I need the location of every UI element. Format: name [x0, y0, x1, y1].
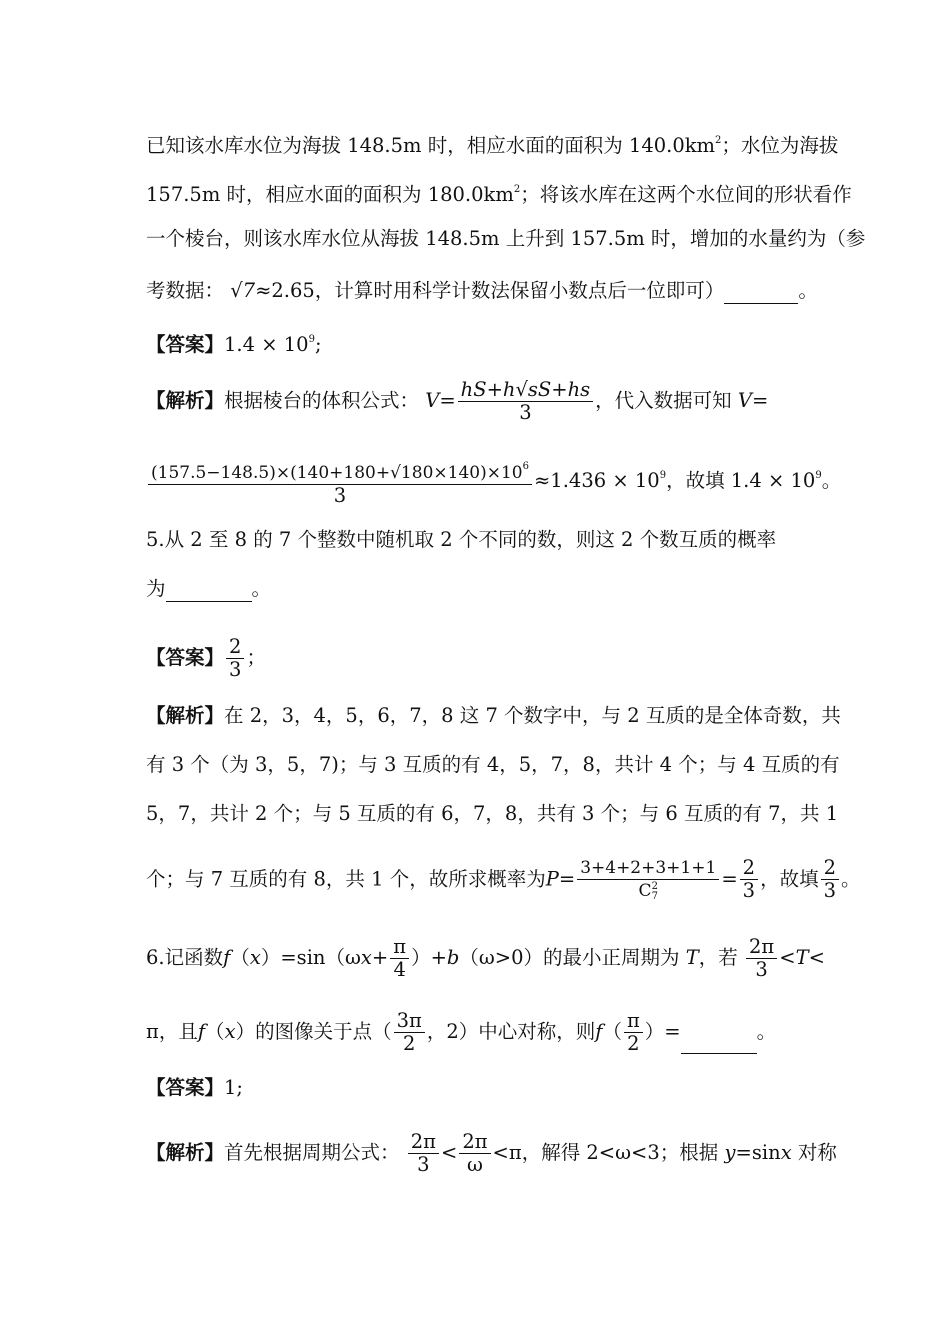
exponent: 6: [522, 461, 529, 472]
text: <: [779, 946, 796, 969]
numerator: 2π: [408, 1132, 439, 1154]
function-f: f: [223, 946, 231, 969]
exponent: 9: [815, 470, 822, 481]
numerator: 3π: [394, 1011, 425, 1033]
result-fraction: [740, 858, 758, 901]
text: ≈2.65，计算时用科学计数法保留小数点后一位即可）: [255, 279, 725, 302]
q6-analysis-1: [146, 1132, 837, 1175]
q4-line-1: [146, 128, 838, 159]
three-pi-over-two: [394, 1011, 425, 1054]
variable-v: V=: [425, 389, 456, 412]
text: <: [808, 946, 825, 969]
superscript: 2: [513, 184, 521, 195]
answer-fraction: [226, 637, 244, 680]
text: 首先根据周期公式：: [224, 1141, 400, 1164]
denominator: 3: [417, 1153, 430, 1176]
variable-v: V=: [737, 389, 769, 412]
pi-over-four: [390, 937, 409, 980]
text: ；: [246, 646, 266, 669]
text: ，若: [698, 946, 738, 969]
function-f: f: [197, 1020, 206, 1043]
text: ，代入数据可知: [595, 389, 732, 412]
answer-blank: [681, 1031, 757, 1054]
subscript: 7: [651, 890, 658, 902]
answer-label: 【答案】: [146, 646, 225, 669]
numerator: 2: [740, 858, 758, 880]
text: 。: [756, 1020, 777, 1043]
variable-t: T: [795, 946, 809, 969]
calc-denominator: 3: [333, 484, 347, 507]
variable-b: b: [446, 946, 460, 969]
two-pi-over-omega: [459, 1132, 490, 1175]
two-pi-over-three: [746, 937, 777, 980]
function-f: f: [595, 1020, 603, 1043]
text: 个；与 7 互质的有 8，共 1 个，故所求概率为: [146, 867, 546, 891]
text: ）=sin（ω: [260, 946, 361, 969]
two-pi-over-three: [408, 1132, 439, 1175]
denominator: 2: [402, 1032, 416, 1055]
text: ；水位为海拔: [721, 134, 839, 157]
text: 已知该水库水位为海拔 148.5m 时，相应水面的面积为 140.0km: [146, 134, 716, 157]
denominator: 3: [755, 958, 768, 981]
calc-result: ≈1.436 × 10: [533, 469, 660, 492]
text: 对称: [797, 1141, 837, 1164]
text: =sin: [735, 1141, 781, 1164]
q4-line-2: [146, 177, 852, 208]
text: 根据棱台的体积公式：: [224, 389, 420, 412]
text: 一个棱台，则该水库水位从海拔 148.5m 上升到 157.5m 时，增加的水量约为（参: [146, 227, 866, 250]
q4-answer: [146, 327, 322, 358]
denominator: 2: [627, 1032, 640, 1055]
numerator: π: [390, 937, 409, 959]
text: （: [205, 1020, 225, 1043]
text: （: [230, 946, 250, 969]
question-text: 5.从 2 至 8 的 7 个整数中随机取 2 个不同的数，则这 2 个数互质的概率: [146, 528, 777, 551]
q5-analysis-3: [146, 801, 838, 827]
text: ，故填 1.4 × 10: [666, 469, 816, 492]
text: 6.记函数: [146, 946, 224, 969]
q5-analysis-1: [146, 703, 841, 729]
denominator: ω: [466, 1153, 483, 1176]
text: 在 2，3，4，5，6，7，8 这 7 个数字中，与 2 互质的是全体奇数，共: [224, 704, 841, 727]
text: 为: [146, 577, 166, 600]
text: ，故填: [760, 867, 819, 891]
variable-x: x: [249, 946, 261, 969]
text: =: [721, 867, 738, 891]
numerator: 2: [821, 858, 839, 880]
text: ）+: [411, 946, 447, 969]
denominator: 3: [229, 658, 242, 681]
volume-calculation: [148, 457, 532, 506]
superscript: 2: [715, 135, 722, 146]
q5-analysis-4: [146, 858, 861, 902]
variable-x: x: [224, 1020, 236, 1043]
text: （: [602, 1020, 622, 1043]
q5-answer: [146, 637, 266, 680]
text: 有 3 个（为 3，5，7)；与 3 互质的有 4，5，7，8，共计 4 个；与 4 互质的有: [146, 753, 840, 776]
text: ）的图像关于点（: [235, 1020, 392, 1043]
q5-line-1: [146, 527, 776, 553]
text: 5，7，共计 2 个；与 5 互质的有 6，7，8，共有 3 个；与 6 互质的有 7，共 1: [146, 802, 839, 825]
combination-c: C: [638, 881, 652, 901]
formula-numerator: hS+h√sS+hs: [458, 380, 594, 402]
variable-p: P=: [545, 867, 576, 891]
text: 。: [841, 867, 861, 891]
text: ，2）中心对称，则: [426, 1020, 596, 1043]
variable-x: x: [360, 946, 372, 969]
text: +: [371, 946, 389, 969]
q6-answer: [146, 1075, 243, 1101]
q5-line-2: [146, 576, 271, 602]
text: （ω>0）的最小正周期为: [459, 946, 680, 969]
variable-y: y: [724, 1141, 736, 1164]
answer-label: 【答案】: [146, 1076, 225, 1099]
analysis-label: 【解析】: [146, 389, 225, 412]
q4-analysis-2: [146, 457, 841, 506]
probability-fraction: [577, 858, 719, 902]
numerator: 2: [226, 637, 244, 659]
analysis-label: 【解析】: [146, 1141, 225, 1164]
text: 。: [251, 577, 272, 600]
calc-numerator: (157.5−148.5)×(140+180+√180×140)×10: [151, 463, 523, 483]
q4-line-3: [146, 226, 865, 252]
analysis-label: 【解析】: [146, 704, 225, 727]
pi-over-two: [624, 1011, 643, 1054]
denominator: 3: [823, 879, 837, 903]
text: ）=: [644, 1020, 681, 1043]
text: <: [440, 1141, 458, 1164]
text: π，且: [146, 1020, 198, 1043]
q5-analysis-2: [146, 752, 840, 778]
numerator: π: [624, 1011, 643, 1033]
variable-x: x: [780, 1141, 792, 1164]
formula-denominator: 3: [519, 401, 532, 424]
text: ;: [314, 333, 322, 356]
variable-t: T: [685, 946, 699, 969]
exponent: 9: [308, 334, 315, 345]
q4-line-4: [146, 278, 818, 304]
text: 157.5m 时，相应水面的面积为 180.0km: [146, 183, 514, 206]
text: 。: [798, 279, 818, 302]
text: 。: [821, 469, 842, 492]
superscript: 2: [651, 880, 658, 892]
answer-value: 1.4 × 10: [224, 333, 309, 356]
volume-formula: [458, 380, 594, 423]
text: ；将该水库在这两个水位间的形状看作: [520, 183, 852, 206]
numerator: 3+4+2+3+1+1: [577, 858, 719, 880]
exponent: 9: [659, 470, 667, 481]
sqrt-seven: √7: [230, 279, 256, 302]
answer-label: 【答案】: [146, 333, 225, 356]
text: 考数据：: [146, 279, 225, 302]
answer-value: 1;: [224, 1076, 243, 1099]
q4-analysis-1: [146, 380, 768, 423]
numerator: 2π: [746, 937, 777, 959]
q6-line-1: [146, 937, 825, 980]
denominator: 4: [393, 958, 406, 981]
answer-blank: [166, 579, 252, 602]
q6-line-2: [146, 1011, 776, 1054]
fill-fraction: [821, 858, 839, 901]
denominator: 3: [742, 879, 756, 903]
text: <π，解得 2<ω<3；根据: [492, 1141, 719, 1164]
numerator: 2π: [459, 1132, 490, 1154]
answer-blank: [724, 281, 798, 304]
